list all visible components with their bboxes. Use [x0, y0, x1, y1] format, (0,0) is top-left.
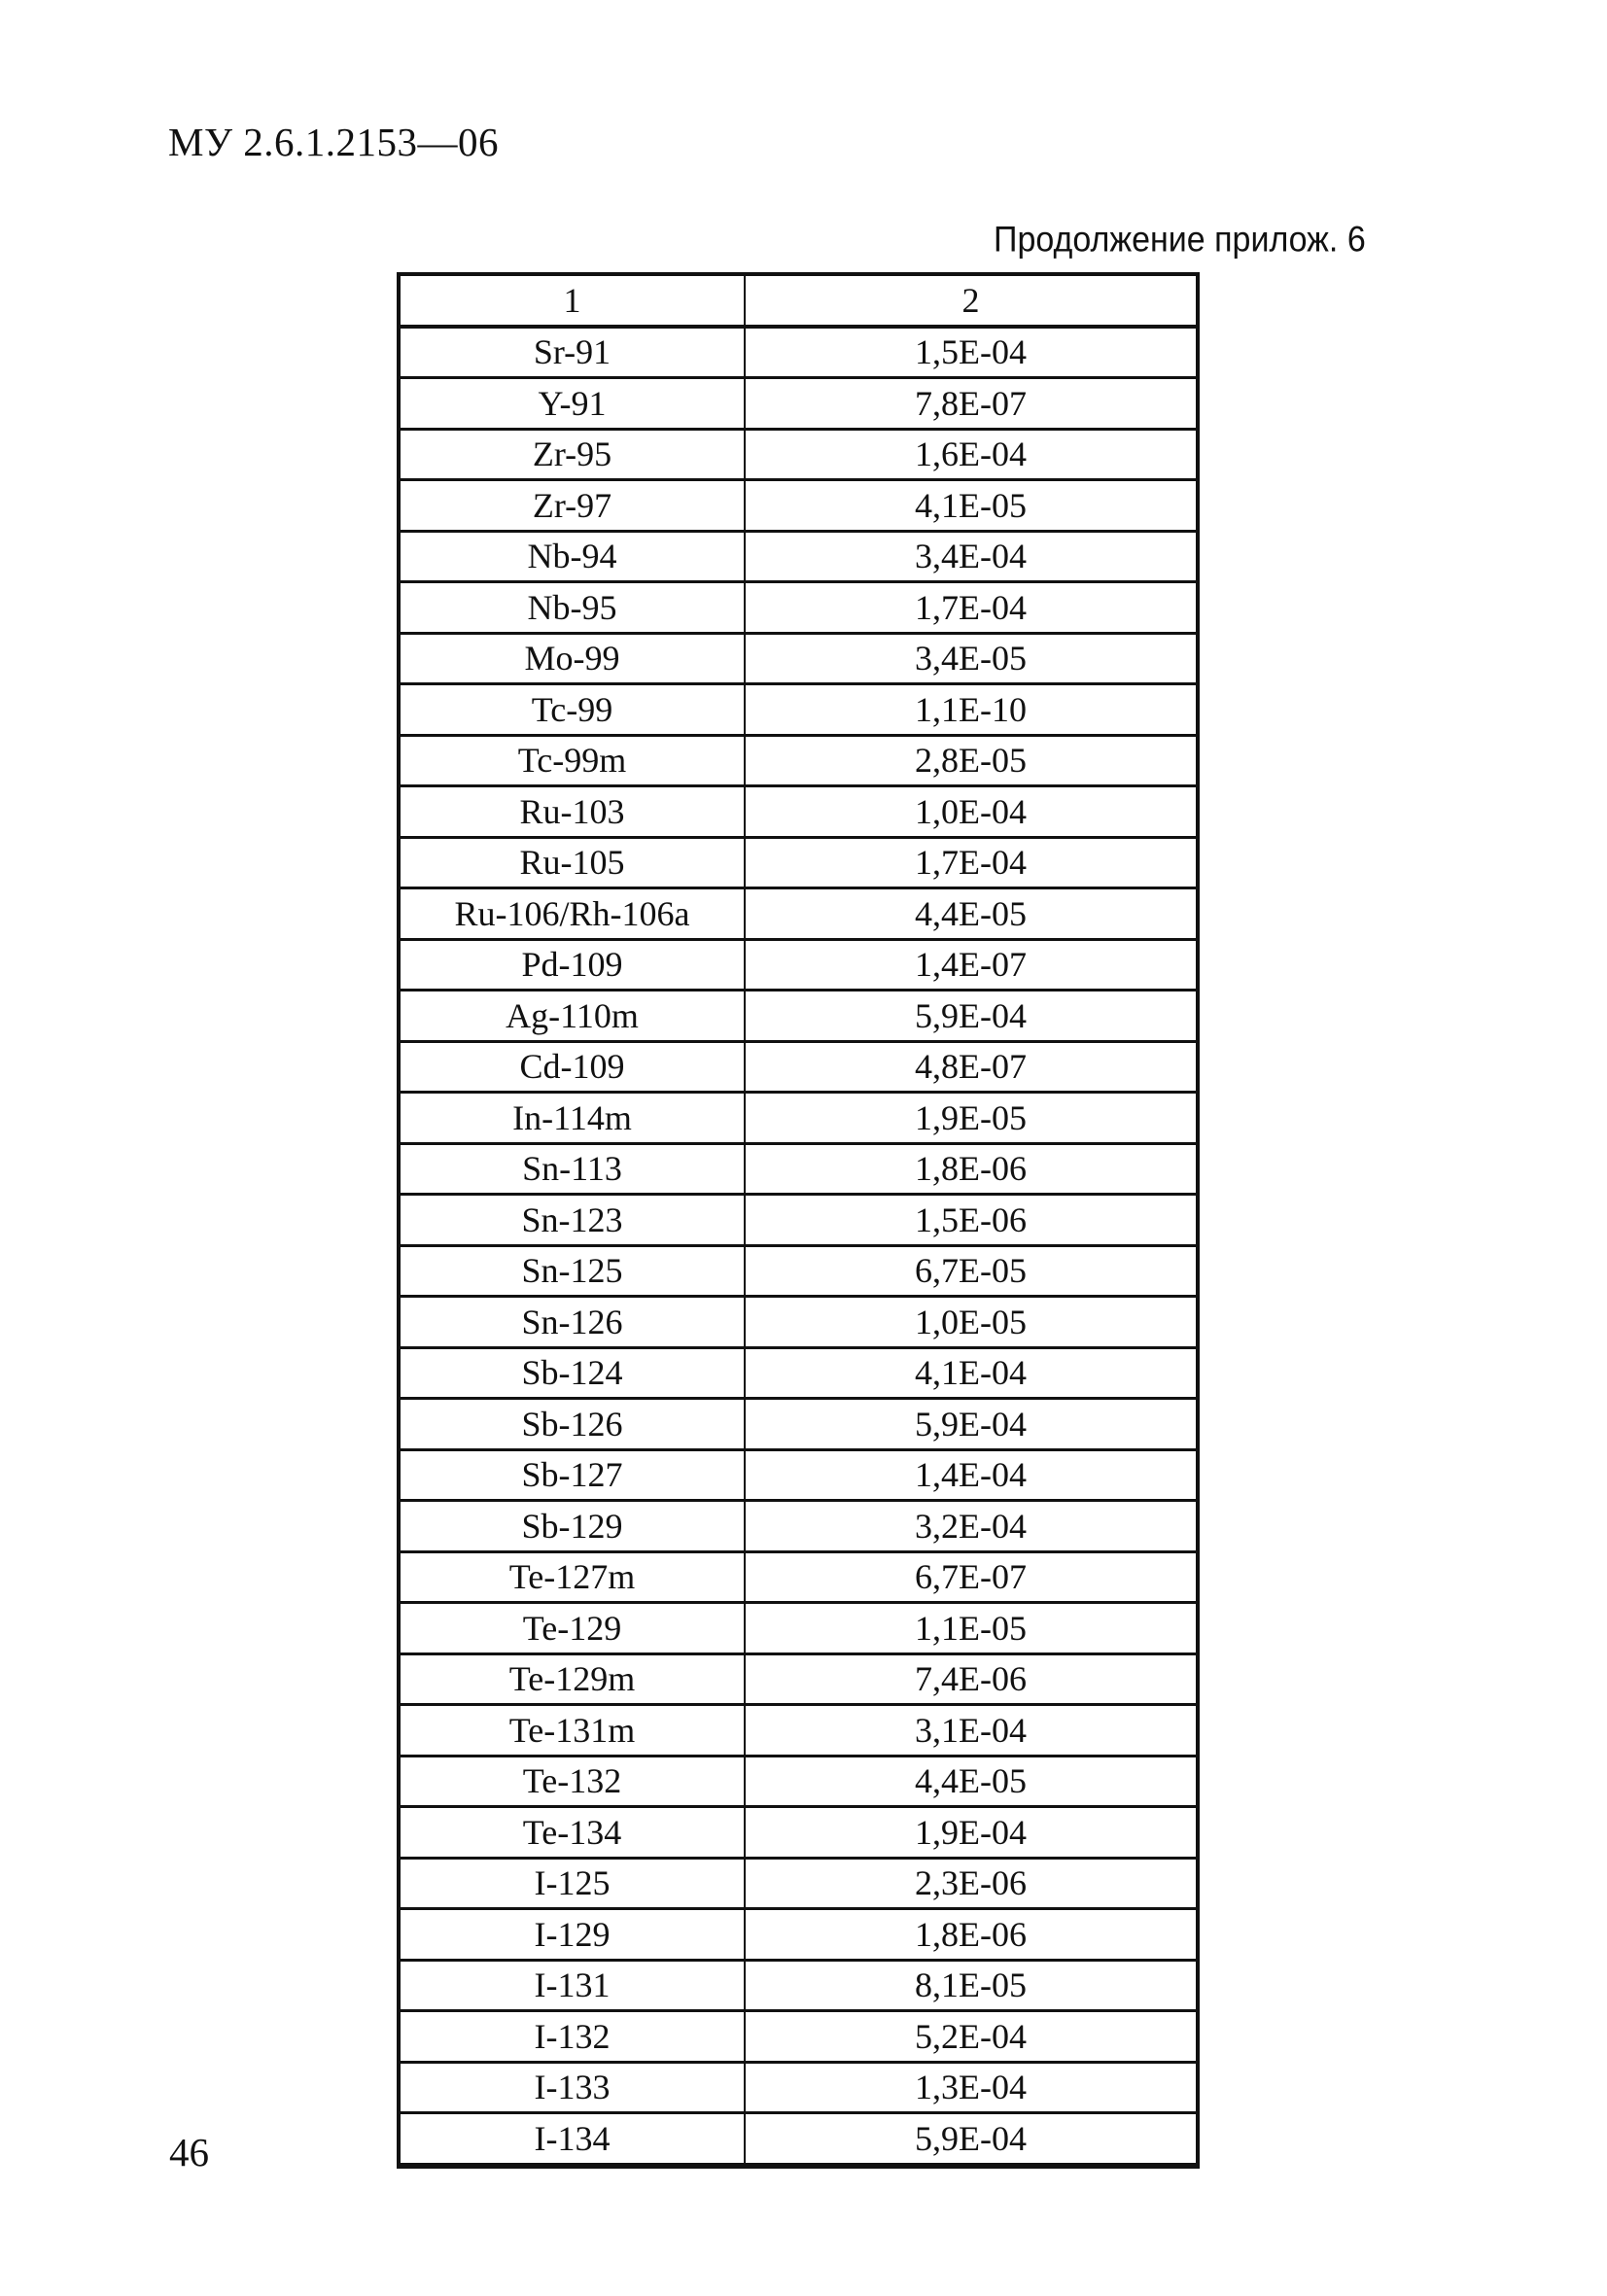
table-row [401, 939, 1196, 991]
table-row [401, 684, 1196, 736]
value-cell: 5,9E-04 [745, 1399, 1196, 1450]
nuclide-cell: Ag-110m [401, 991, 745, 1042]
value-cell: 1,5E-04 [745, 327, 1196, 378]
value-cell: 1,8E-06 [745, 1143, 1196, 1195]
nuclide-cell: Y-91 [401, 378, 745, 430]
nuclide-cell: Sn-123 [401, 1195, 745, 1246]
table-row [401, 378, 1196, 430]
table-row [401, 991, 1196, 1042]
table-row [401, 1041, 1196, 1093]
nuclide-cell: Sn-125 [401, 1245, 745, 1297]
nuclide-cell: Sb-127 [401, 1449, 745, 1501]
value-cell: 3,2E-04 [745, 1501, 1196, 1552]
nuclide-cell: Te-127m [401, 1551, 745, 1603]
value-cell: 1,0E-04 [745, 786, 1196, 838]
value-cell: 2,8E-05 [745, 735, 1196, 786]
value-cell: 1,4E-04 [745, 1449, 1196, 1501]
table-row [401, 1195, 1196, 1246]
nuclide-cell: Nb-95 [401, 582, 745, 634]
column-header-2: 2 [745, 276, 1196, 327]
value-cell: 3,4E-05 [745, 633, 1196, 684]
nuclide-cell: Ru-105 [401, 837, 745, 888]
value-cell: 1,7E-04 [745, 582, 1196, 634]
value-cell: 4,4E-05 [745, 888, 1196, 940]
table-row [401, 1551, 1196, 1603]
value-cell: 1,1E-10 [745, 684, 1196, 736]
table-row [401, 837, 1196, 888]
value-cell: 1,9E-04 [745, 1807, 1196, 1859]
table-row [401, 327, 1196, 378]
nuclide-cell: Cd-109 [401, 1041, 745, 1093]
value-cell: 3,1E-04 [745, 1705, 1196, 1757]
nuclide-cell: Sr-91 [401, 327, 745, 378]
nuclide-cell: Mo-99 [401, 633, 745, 684]
nuclide-cell: Pd-109 [401, 939, 745, 991]
column-header-1: 1 [401, 276, 745, 327]
value-cell: 4,4E-05 [745, 1756, 1196, 1807]
table-row [401, 480, 1196, 532]
value-cell: 1,8E-06 [745, 1909, 1196, 1961]
table-row [401, 1297, 1196, 1348]
nuclide-cell: I-133 [401, 2062, 745, 2113]
nuclide-cell: I-131 [401, 1960, 745, 2011]
table-row [401, 1143, 1196, 1195]
nuclide-cell: Te-129 [401, 1603, 745, 1654]
table-row [401, 2062, 1196, 2113]
value-cell: 5,9E-04 [745, 991, 1196, 1042]
table-row [401, 735, 1196, 786]
value-cell: 6,7E-07 [745, 1551, 1196, 1603]
nuclide-cell: I-129 [401, 1909, 745, 1961]
nuclide-table [397, 272, 1200, 2169]
value-cell: 8,1E-05 [745, 1960, 1196, 2011]
table-row [401, 1449, 1196, 1501]
table-row [401, 633, 1196, 684]
value-cell: 6,7E-05 [745, 1245, 1196, 1297]
value-cell: 5,9E-04 [745, 2113, 1196, 2164]
value-cell: 4,8E-07 [745, 1041, 1196, 1093]
nuclide-cell: Sb-129 [401, 1501, 745, 1552]
table-row [401, 1653, 1196, 1705]
nuclide-cell: Tc-99 [401, 684, 745, 736]
nuclide-cell: Nb-94 [401, 531, 745, 582]
table-row [401, 1501, 1196, 1552]
nuclide-cell: Te-131m [401, 1705, 745, 1757]
table-row [401, 1909, 1196, 1961]
value-cell: 1,7E-04 [745, 837, 1196, 888]
value-cell: 1,6E-04 [745, 429, 1196, 480]
appendix-continuation-caption: Продолжение прилож. 6 [994, 220, 1366, 261]
nuclide-cell: Sb-124 [401, 1347, 745, 1399]
nuclide-cell: In-114m [401, 1093, 745, 1144]
table-row [401, 1756, 1196, 1807]
nuclide-cell: Sn-126 [401, 1297, 745, 1348]
value-cell: 4,1E-05 [745, 480, 1196, 532]
value-cell: 1,0E-05 [745, 1297, 1196, 1348]
value-cell: 1,3E-04 [745, 2062, 1196, 2113]
nuclide-cell: Sb-126 [401, 1399, 745, 1450]
value-cell: 1,4E-07 [745, 939, 1196, 991]
table-row [401, 786, 1196, 838]
value-cell: 3,4E-04 [745, 531, 1196, 582]
nuclide-cell: I-125 [401, 1858, 745, 1909]
nuclide-cell: I-134 [401, 2113, 745, 2164]
table-header-row [401, 276, 1196, 327]
nuclide-table-grid [401, 276, 1196, 2165]
table-row [401, 1705, 1196, 1757]
table-row [401, 888, 1196, 940]
table-row [401, 2011, 1196, 2063]
nuclide-cell: Zr-95 [401, 429, 745, 480]
page-number: 46 [169, 2130, 209, 2174]
value-cell: 5,2E-04 [745, 2011, 1196, 2063]
value-cell: 7,4E-06 [745, 1653, 1196, 1705]
table-body [401, 327, 1196, 2164]
table-row [401, 1960, 1196, 2011]
nuclide-cell: Sn-113 [401, 1143, 745, 1195]
table-row [401, 1245, 1196, 1297]
nuclide-cell: Zr-97 [401, 480, 745, 532]
value-cell: 2,3E-06 [745, 1858, 1196, 1909]
table-row [401, 1347, 1196, 1399]
table-row [401, 531, 1196, 582]
value-cell: 7,8E-07 [745, 378, 1196, 430]
table-row [401, 429, 1196, 480]
table-row [401, 1807, 1196, 1859]
nuclide-cell: Ru-106/Rh-106a [401, 888, 745, 940]
table-row [401, 1093, 1196, 1144]
nuclide-cell: Te-132 [401, 1756, 745, 1807]
value-cell: 4,1E-04 [745, 1347, 1196, 1399]
value-cell: 1,1E-05 [745, 1603, 1196, 1654]
value-cell: 1,5E-06 [745, 1195, 1196, 1246]
nuclide-cell: I-132 [401, 2011, 745, 2063]
nuclide-cell: Te-134 [401, 1807, 745, 1859]
nuclide-cell: Tc-99m [401, 735, 745, 786]
table-row [401, 1399, 1196, 1450]
nuclide-cell: Ru-103 [401, 786, 745, 838]
document-code: МУ 2.6.1.2153—06 [168, 120, 499, 164]
table-row [401, 582, 1196, 634]
table-row [401, 1858, 1196, 1909]
nuclide-cell: Te-129m [401, 1653, 745, 1705]
table-row [401, 2113, 1196, 2164]
value-cell: 1,9E-05 [745, 1093, 1196, 1144]
table-row [401, 1603, 1196, 1654]
